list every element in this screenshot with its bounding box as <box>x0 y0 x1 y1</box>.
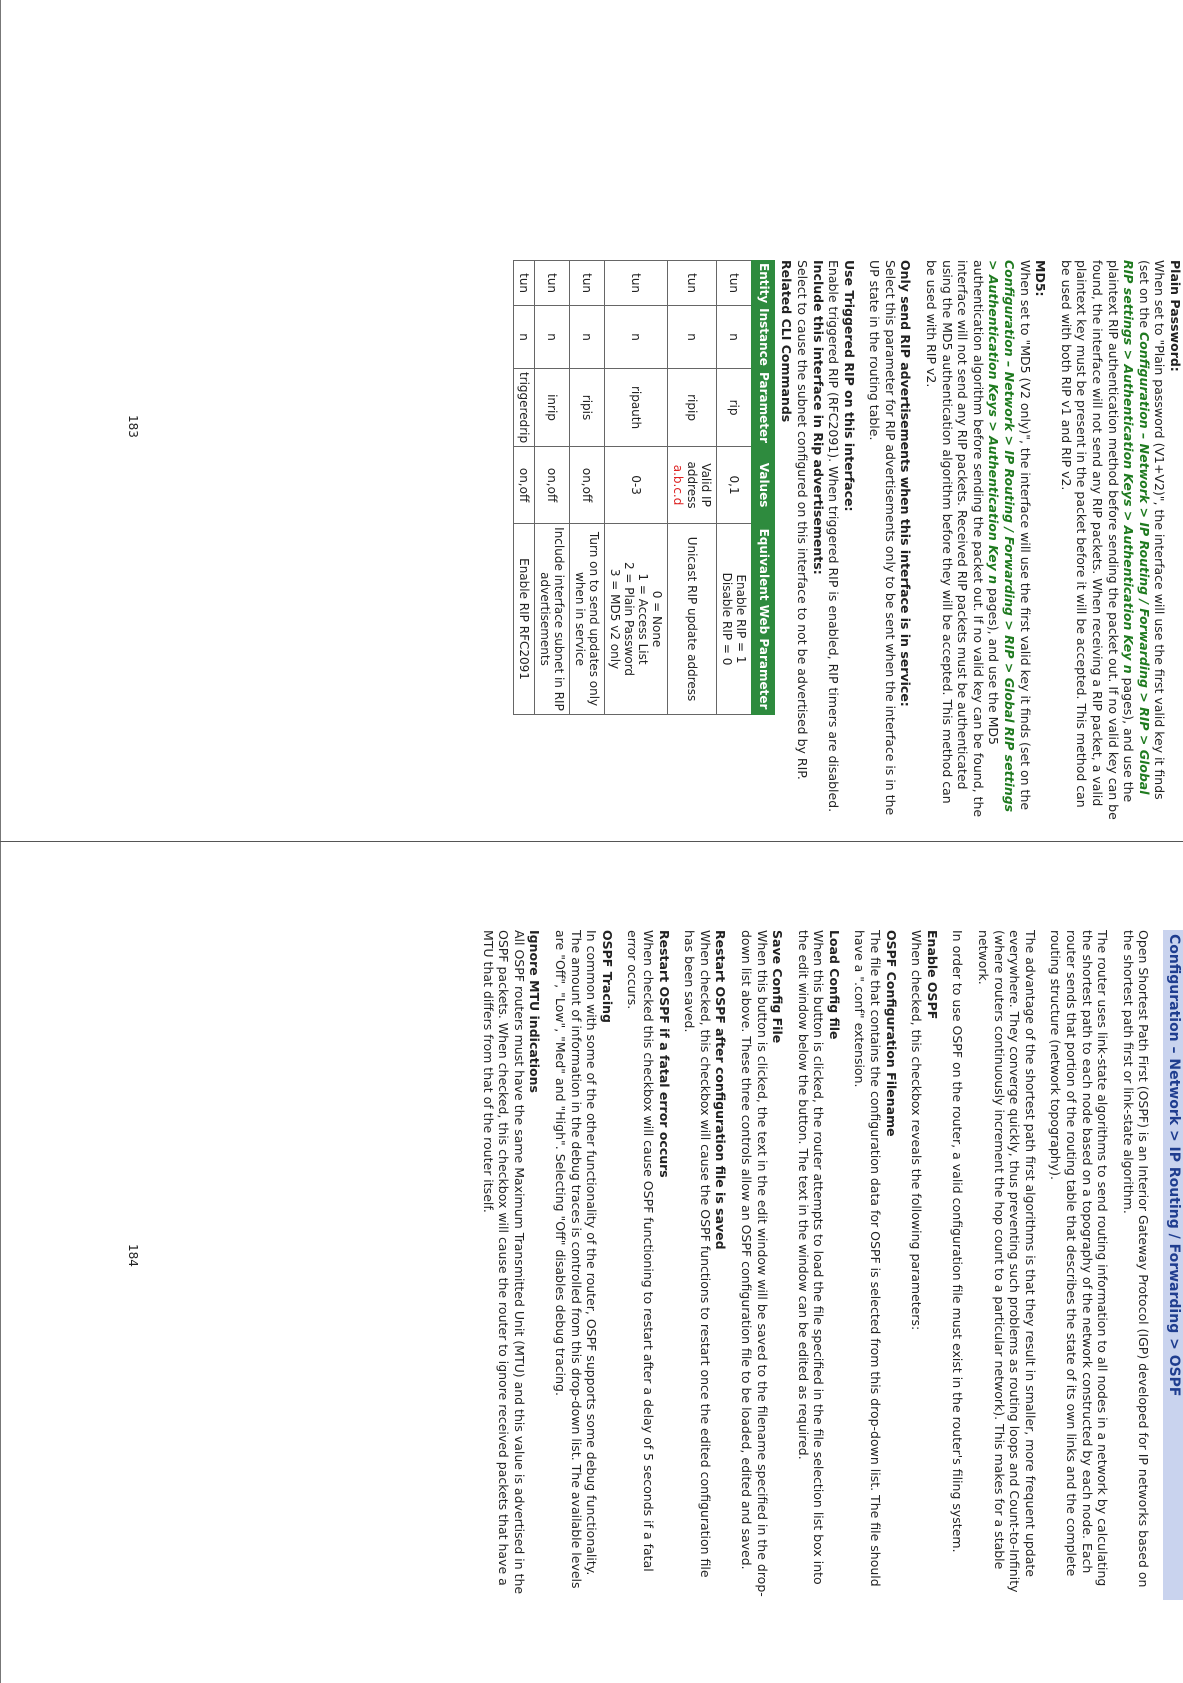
page-number: 183 <box>126 415 140 438</box>
cell-web-parameter: Include interface subnet in RIP advertisements <box>535 524 570 715</box>
md5-nav-path: Configuration – Network > IP Routing / Forwarding > RIP > Global RIP settings > Authentication Keys > Authentication Key n <box>986 260 1018 813</box>
load-config-section <box>795 930 842 1600</box>
page-number: 184 <box>126 1244 140 1267</box>
save-config-text: When this button is clicked, the text in the edit window will be saved to the filename specified in the drop-down list above. These three controls allow an OSPF configuration file to be loaded, edited and saved. <box>738 930 770 1597</box>
web-line: 1 = Access List <box>636 573 651 665</box>
cli-commands-table <box>513 260 775 715</box>
enable-ospf-section <box>909 930 940 1600</box>
restart-saved-title: Restart OSPF after configuration file is saved <box>713 930 729 1250</box>
md5-text-1: When set to "MD5 (V2 only)", the interface will use the first valid key it finds (set on the <box>1017 260 1033 811</box>
header-web-parameter: Equivalent Web Parameter <box>752 524 775 715</box>
triggered-rip-title: Use Triggered RIP on this interface: <box>841 260 857 512</box>
header-entity: Entity <box>752 261 775 306</box>
cell-web-parameter: Enable RIP RFC2091 <box>514 524 535 715</box>
plain-password-section <box>1058 260 1183 820</box>
only-send-section <box>867 260 914 820</box>
header-instance: Instance <box>752 306 775 369</box>
triggered-rip-section <box>826 260 857 820</box>
page-183-content <box>513 260 1183 820</box>
only-send-text: Select this parameter for RIP advertisements only to be sent when the interface is in the UP state in the routing table. <box>867 260 898 816</box>
cell-instance: n <box>717 306 752 369</box>
ospf-tracing-text: In common with some of the other functionality of the router, OSPF supports some debug functionality. The amount of information in the debug traces is controlled from this drop-down list. The available levels are "Off", "Low", "Med" and "High". Selecting "Off" disables debug tracing. <box>553 930 600 1589</box>
cell-parameter: ripip <box>668 368 717 446</box>
web-line: Disable RIP = 0 <box>720 572 735 666</box>
table-row <box>668 261 717 715</box>
cell-parameter: ripis <box>570 368 605 446</box>
ignore-mtu-text: All OSPF routers must have the same Maximum Transmitted Unit (MTU) and this value is advertised in the OSPF packets. When checked, this checkbox will cause the router to ignore received packets that have a MTU that differs from that of the router itself. <box>480 930 527 1595</box>
cell-web-parameter: Turn on to send updates only when in service <box>570 524 605 715</box>
web-line: Enable RIP = 1 <box>734 574 749 664</box>
cell-values: 0,1 <box>717 447 752 524</box>
cell-web-parameter <box>717 524 752 715</box>
page-184-content <box>480 930 1183 1600</box>
restart-fatal-text: When checked this checkbox will cause OSPF functioning to restart after a delay of 5 seconds if a fatal error occurs. <box>625 930 656 1572</box>
filename-title: OSPF Configuration Filename <box>883 930 899 1137</box>
enable-ospf-title: Enable OSPF <box>924 930 940 1020</box>
plain-password-nav-path: Configuration – Network > IP Routing / Forwarding > RIP > Global RIP settings > Authentication Keys > Authentication Key n <box>1121 260 1152 795</box>
table-row <box>514 261 535 715</box>
enable-ospf-text: When checked, this checkbox reveals the following parameters: <box>909 930 925 1331</box>
cell-entity: tun <box>605 261 668 306</box>
plain-password-text-2: pages), and use the plaintext RIP authentication method before sending the packet out. If no valid key can be found, the interface will not send any RIP packets. When receiving a RIP packet, a valid plaintext key must be present in the packet before it will be accepted. This method can be used with both RIP v1 and RIP v2. <box>1058 260 1137 820</box>
cell-entity: tun <box>535 261 570 306</box>
web-line: 3 = MD5 v2 only <box>608 568 623 670</box>
advantage-paragraph: The advantage of the shortest path first algorithms is that they result in smaller, more frequent update everywhere. They converge quickly, thus preventing such problems as routing loops and Count-to-Infinity (where routers continuously increment the hop count to a particular network). This makes for a stable network. <box>976 930 1038 1593</box>
include-interface-title: Include this interface in Rip advertisements: <box>810 260 826 575</box>
table-row <box>535 261 570 715</box>
include-interface-text: Select to cause the subnet configured on this interface to not be advertised by RIP. <box>794 260 810 780</box>
values-ip-format: a.b.c.d <box>671 464 686 506</box>
cell-values: 0-3 <box>605 447 668 524</box>
cell-instance: n <box>535 306 570 369</box>
save-config-section <box>738 930 785 1600</box>
include-interface-section <box>794 260 825 820</box>
restart-saved-section <box>682 930 729 1600</box>
md5-title: MD5: <box>1033 260 1049 297</box>
header-parameter: Parameter <box>752 368 775 446</box>
page-184 <box>0 842 1183 1680</box>
plain-password-title: Plain Password: <box>1168 260 1183 372</box>
cell-parameter: ripauth <box>605 368 668 446</box>
triggered-rip-text: Enable triggered RIP (RFC2091). When triggered RIP is enabled, RIP timers are disabled. <box>826 260 842 813</box>
filename-text: The file that contains the configuration data for OSPF is selected from this drop-down list. The file should have a ".conf" extension. <box>852 930 884 1587</box>
cell-values: on,off <box>514 447 535 524</box>
cell-instance: n <box>668 306 717 369</box>
link-state-paragraph: The router uses link-state algorithms to send routing information to all nodes in a network by calculating the shortest path to each node based on a topography of the network constructed by each node. Each router sends that portion of the routing table that describes the state of its own links and the complete routing structure (network topography). <box>1048 930 1111 1587</box>
cell-instance: n <box>514 306 535 369</box>
cell-web-parameter <box>605 524 668 715</box>
table-row <box>717 261 752 715</box>
cell-instance: n <box>570 306 605 369</box>
load-config-title: Load Config file <box>826 930 842 1040</box>
header-values: Values <box>752 447 775 524</box>
values-text: Valid IP address <box>685 461 714 509</box>
cell-parameter: triggeredrip <box>514 368 535 446</box>
filename-section <box>852 930 899 1600</box>
config-file-paragraph: In order to use OSPF on the router, a valid configuration file must exist in the router's filing system. <box>950 930 966 1553</box>
section-heading: Configuration – Network > IP Routing / Forwarding > OSPF <box>1163 930 1183 1600</box>
ignore-mtu-section <box>480 930 542 1600</box>
ospf-tracing-section <box>552 930 614 1600</box>
table-row <box>605 261 668 715</box>
web-line: 0 = None <box>650 590 665 648</box>
load-config-text: When this button is clicked, the router attempts to load the file specified in the file selection list box into the edit window below the button. The text in the window can be edited as required. <box>795 930 827 1585</box>
restart-fatal-section <box>625 930 672 1600</box>
ospf-tracing-title: OSPF Tracing <box>599 930 615 1023</box>
md5-text-2: pages), and use the MD5 authentication algorithm before sending the packet out. If no valid key can be found, the interface will not send any RIP packets. Received RIP packets must be authenticated using the MD5 authentication algorithm before they will be accepted. This method can be used with RIP v2. <box>924 260 1002 818</box>
intro-paragraph: Open Shortest Path First (OSPF) is an Interior Gateway Protocol (IGP) developed for IP networks based on the shortest path first or link-state algorithm. <box>1120 930 1152 1588</box>
table-header-row <box>752 261 775 715</box>
only-send-title: Only send RIP advertisements when this interface is in service: <box>898 260 914 707</box>
cell-entity: tun <box>668 261 717 306</box>
table-row <box>570 261 605 715</box>
cell-entity: tun <box>514 261 535 306</box>
cell-values: on,off <box>535 447 570 524</box>
web-line: 2 = Plain Password <box>622 561 637 677</box>
cell-entity: tun <box>570 261 605 306</box>
restart-saved-text: When checked, this checkbox will cause the OSPF functions to restart once the edited configuration file has been saved. <box>682 930 713 1578</box>
cell-entity: tun <box>717 261 752 306</box>
save-config-title: Save Config File <box>770 930 786 1044</box>
cell-values <box>668 447 717 524</box>
cell-values: on,off <box>570 447 605 524</box>
md5-section <box>924 260 1049 820</box>
restart-fatal-title: Restart OSPF if a fatal error occurs <box>656 930 672 1178</box>
web-line: Unicast RIP update address <box>685 536 700 702</box>
page-183 <box>0 0 1183 838</box>
cell-web-parameter <box>668 524 717 715</box>
cell-instance: n <box>605 306 668 369</box>
cell-parameter: inrip <box>535 368 570 446</box>
plain-password-text-1: When set to "Plain password (V1+V2)", the interface will use the first valid key it finds (set on the <box>1136 260 1168 800</box>
cell-parameter: rip <box>717 368 752 446</box>
related-cli-title: Related CLI Commands <box>779 260 795 423</box>
ignore-mtu-title: Ignore MTU indications <box>527 930 543 1093</box>
